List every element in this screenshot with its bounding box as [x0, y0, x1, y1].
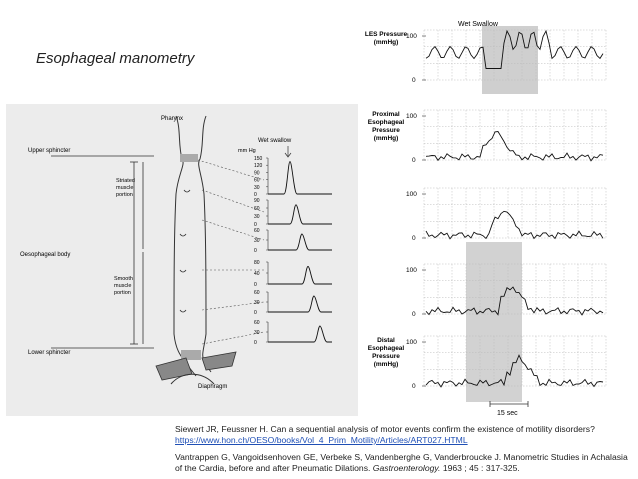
right-panel-label: (mmHg) — [373, 135, 399, 142]
right-panel-2 — [368, 110, 606, 164]
right-panel-label: Pressure — [372, 353, 400, 360]
reference-2 — [175, 452, 633, 474]
left-trace-tick: 0 — [254, 340, 257, 346]
left-trace-tick: 90 — [254, 170, 260, 177]
right-panel-label: (mmHg) — [373, 361, 399, 368]
left-trace-tick: 150 — [254, 156, 263, 162]
right-tick-high: 100 — [406, 191, 417, 198]
esophagus-manometry-diagram — [6, 104, 358, 416]
right-panel-label: Proximal — [372, 111, 400, 118]
left-trace-tick: 30 — [254, 184, 260, 191]
right-panel-label: (mmHg) — [373, 39, 399, 46]
left-trace-tick: 0 — [254, 222, 257, 228]
left-unit-label: mm Hg — [238, 148, 256, 154]
label-upper-sphincter: Upper sphincter — [28, 148, 71, 154]
left-trace-tick: 30 — [254, 330, 260, 336]
left-trace-tick: 30 — [254, 300, 260, 306]
left-trace-tick: 90 — [254, 198, 260, 204]
right-tick-high: 100 — [406, 267, 417, 274]
reference-2-journal: Gastroenterology. — [372, 463, 441, 473]
left-trace-tick: 60 — [254, 177, 260, 184]
right-panel-wave — [426, 132, 603, 161]
reference-1-link[interactable]: https://www.hon.ch/OESO/books/Vol_4_Prim_Motility/Articles/ART027.HTML — [175, 435, 468, 445]
label-striated-3: portion — [116, 192, 133, 198]
left-trace-tick: 40 — [254, 271, 260, 277]
right-tick-low: 0 — [412, 77, 416, 84]
left-trace-tick: 0 — [254, 192, 257, 198]
label-oesophageal-body: Oesophageal body — [20, 252, 71, 258]
left-trace-tick: 120 — [254, 163, 263, 170]
right-tick-low: 0 — [412, 383, 416, 390]
right-panel-wave — [426, 211, 603, 239]
reference-2-volume: 1963 ; 45 : 317-325. — [440, 463, 520, 473]
right-panel-label: LES Pressure — [364, 31, 408, 38]
references — [175, 424, 633, 474]
time-scale-label: 15 sec — [497, 410, 518, 417]
right-panel-label: Esophageal — [367, 119, 405, 126]
left-trace-tick: 60 — [254, 320, 260, 326]
label-smooth-2: muscle — [114, 283, 132, 289]
upper-sphincter-band — [180, 154, 198, 162]
right-tick-low: 0 — [412, 311, 416, 318]
label-smooth-1: Smooth — [114, 276, 133, 282]
left-trace-tick: 60 — [254, 290, 260, 296]
left-trace-tick: 0 — [254, 310, 257, 316]
label-striated-1: Striated — [116, 178, 135, 184]
label-striated-2: muscle — [116, 185, 134, 191]
left-trace-tick: 80 — [254, 260, 260, 266]
right-panel-3 — [406, 188, 606, 242]
right-tick-high: 100 — [406, 339, 417, 346]
left-trace-tick: 60 — [254, 206, 260, 212]
left-trace-tick: 60 — [254, 228, 260, 234]
reference-1: Siewert JR, Feussner H. Can a sequential analysis of motor events confirm the existence of motility disorders? — [175, 424, 595, 434]
right-panel-label: Distal — [377, 337, 395, 344]
label-lower-sphincter: Lower sphincter — [28, 350, 71, 356]
right-tick-low: 0 — [412, 157, 416, 164]
right-panel-label: Pressure — [372, 127, 400, 134]
slide-title: Esophageal manometry — [36, 50, 195, 67]
right-panel-label: Esophageal — [367, 345, 405, 352]
left-trace-tick: 30 — [254, 238, 260, 244]
reference-2-text: Vantrappen G, Vangoidsenhoven GE, Verbeke S, Vandenberghe G, Vanderbroucke J. Manometric Studies in Achalasia of the Cardia, before and after Pneumatic Dilations. — [175, 452, 628, 473]
label-smooth-3: portion — [114, 290, 131, 296]
label-pharynx: Pharynx — [161, 116, 184, 122]
left-trace-tick: 0 — [254, 248, 257, 254]
time-scale-bar — [490, 401, 528, 417]
right-tick-low: 0 — [412, 235, 416, 242]
left-trace-tick: 30 — [254, 214, 260, 220]
right-tick-high: 100 — [406, 33, 417, 40]
right-tick-high: 100 — [406, 113, 417, 120]
left-trace-tick: 0 — [254, 282, 257, 288]
right-wet-swallow-label: Wet Swallow — [458, 21, 498, 28]
left-wet-swallow-label: Wet swallow — [258, 138, 292, 144]
label-diaphragm: Diaphragm — [198, 384, 228, 390]
manometry-traces-figure — [360, 18, 632, 422]
